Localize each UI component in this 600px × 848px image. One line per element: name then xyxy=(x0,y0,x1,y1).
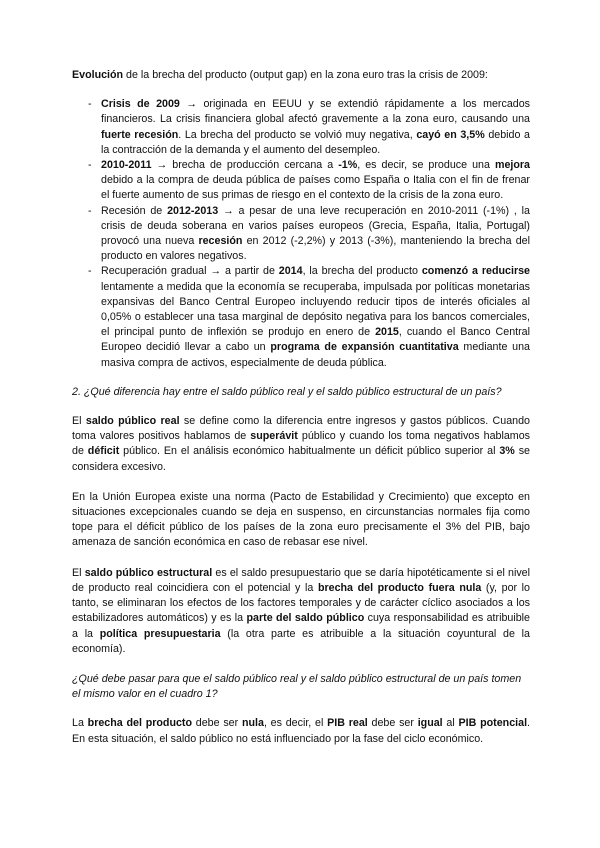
text: → a pesar de una leve recuperación en 2010-2011 (-1%) , la crisis de deuda soberana en varios países europeos (Grecia, España, Italia, Portugal) provocó una nueva xyxy=(101,204,530,248)
bold-text: saldo público real xyxy=(85,415,180,428)
bold-text: política presupuestaria xyxy=(99,627,221,640)
intro-bold: Evolución xyxy=(72,69,124,81)
document-page xyxy=(72,68,530,762)
bold-text: PIB real xyxy=(327,717,368,730)
bullet-dash: - xyxy=(88,98,92,111)
bold-text: fuerte recesión xyxy=(101,128,179,141)
bold-text: programa de expansión cuantitativa xyxy=(270,341,459,354)
text: , cuando el Banco Central Europeo decidió llevar a cabo un xyxy=(101,326,530,354)
bullet-dash: - xyxy=(88,159,92,172)
text: en 2012 (-2,2%) y 2013 (-3%), manteniendo la brecha del producto en valores negativos. xyxy=(101,235,530,263)
paragraph-pacto-estabilidad xyxy=(72,490,530,551)
paragraph-saldo-estructural xyxy=(72,566,530,657)
text: se define como la diferencia entre ingresos y gastos públicos. Cuando toma valores positivos hablamos de xyxy=(72,415,530,443)
bold-text: saldo público estructural xyxy=(84,566,213,579)
text: (y, por lo tanto, se eliminaran los efectos de los factores temporales y de carácter cíclico asociados a los estabilizadores automáticos) y es la xyxy=(72,581,531,625)
bold-text: recesión xyxy=(198,235,243,248)
text: Recesión de xyxy=(101,204,168,217)
list-item-crisis-2009 xyxy=(72,97,530,158)
text: debido a la compra de deuda pública de países como España o Italia con el fin de frenar el fuerte aumento de sus primas de riesgo en el contexto de la crisis de la zona euro. xyxy=(101,174,530,202)
bold-text: 3% xyxy=(499,445,515,458)
text: mediante una masiva compra de activos, especialmente de deuda pública. xyxy=(101,341,530,369)
text: → originada en EEUU y se extendió rápidamente a los mercados financieros. La crisis financiera global afectó gravemente a la zona euro, causando una xyxy=(101,98,531,126)
list-item-recesion-2012-2013 xyxy=(72,204,530,265)
text: público. En el análisis económico habitualmente un déficit público superior al xyxy=(119,445,500,458)
list-item-2010-2011 xyxy=(72,158,530,204)
text: El xyxy=(72,566,85,579)
bullet-dash: - xyxy=(88,204,92,217)
intro-paragraph xyxy=(72,68,530,83)
text: debe ser xyxy=(367,717,418,730)
text: (la otra parte es atribuible a la situación coyuntural de la economía). xyxy=(72,627,530,655)
bold-text: PIB potencial xyxy=(458,717,528,730)
question-3: ¿Qué debe pasar para que el saldo público real y el saldo público estructural de un país tomen el mismo valor en el cuadro 1? xyxy=(72,672,522,701)
question-2: 2. ¿Qué diferencia hay entre el saldo público real y el saldo público estructural de un país? xyxy=(72,385,502,398)
text: debe ser xyxy=(192,717,242,730)
bold-text: brecha del producto fuera nula xyxy=(317,581,482,594)
bold-text: igual xyxy=(417,717,443,730)
text: es el saldo presupuestario que se daría hipotéticamente si el nivel de producto real coincidiera con el potencial y la xyxy=(72,566,530,594)
text: En la Unión Europea existe una norma (Pacto de Estabilidad y Crecimiento) que excepto en situaciones excepcionales cuando se deja en suspenso, en circunstancias normales fija como tope para el déficit público de los países de la zona euro precisamente el 3% del PIB, bajo amenaza de sanción económica en caso de rebasar ese nivel. xyxy=(72,490,530,549)
bold-text: comenzó a reducirse xyxy=(421,265,530,278)
evolution-list xyxy=(72,97,530,371)
text: , es decir, el xyxy=(263,717,328,730)
bold-text: 2012-2013 xyxy=(167,204,219,217)
text: cuya responsabilidad es atribuible a la xyxy=(72,612,530,640)
paragraph-brecha-nula xyxy=(72,716,530,746)
text: público y cuando los toma negativos hablamos de xyxy=(72,430,530,458)
text: La xyxy=(72,717,88,730)
bold-text: nula xyxy=(241,717,264,730)
text: , es decir, se produce una xyxy=(357,159,495,172)
bold-text: brecha del producto xyxy=(87,717,193,730)
text: Recuperación gradual → a partir de xyxy=(101,265,279,278)
text: se considera excesivo. xyxy=(72,445,530,473)
bold-text: 2015 xyxy=(375,326,399,339)
bold-text: cayó en 3,5% xyxy=(416,128,485,141)
list-item-recuperacion xyxy=(72,264,530,370)
bold-text: 2014 xyxy=(278,265,303,278)
bold-text: -1% xyxy=(338,159,358,172)
text: → brecha de producción cercana a xyxy=(151,159,339,172)
bold-text: déficit xyxy=(87,445,120,458)
bullet-dash: - xyxy=(88,265,92,278)
paragraph-saldo-real xyxy=(72,414,530,475)
text: debido a la contracción de la demanda y el aumento del desempleo. xyxy=(101,128,530,156)
text: lentamente a medida que la economía se recuperaba, impulsada por políticas monetarias expansivas del Banco Central Europeo incluyendo reducir tipos de interés oficiales al 0,05% o establecer una tasa marginal de depósito negativa para los bancos comerciales, el principal punto de inflexión se produjo en enero de xyxy=(101,280,530,339)
bold-text: mejora xyxy=(494,159,530,172)
bold-text: 2010-2011 xyxy=(101,159,152,172)
text: al xyxy=(442,717,459,730)
bold-text: parte del saldo público xyxy=(246,612,365,625)
text: , la brecha del producto xyxy=(302,265,422,278)
text: El xyxy=(72,415,86,428)
text: . La brecha del producto se volvió muy negativa, xyxy=(178,128,417,141)
bold-text: Crisis de 2009 xyxy=(101,98,180,111)
bold-text: superávit xyxy=(250,430,298,443)
text: . En esta situación, el saldo público no está influenciado por la fase del ciclo económico. xyxy=(72,717,531,745)
intro-text: de la brecha del producto (output gap) en la zona euro tras la crisis de 2009: xyxy=(123,69,488,81)
